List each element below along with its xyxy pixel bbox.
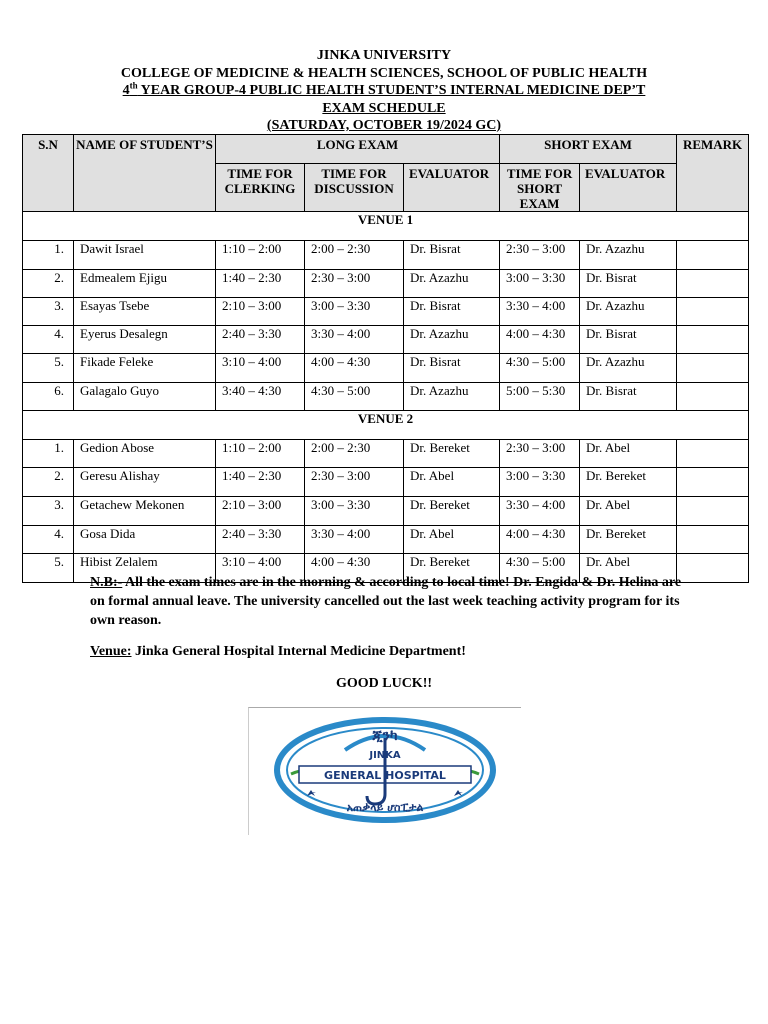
cell-clerking-time: 2:40 – 3:30 [216,526,305,554]
document-header [0,47,768,135]
cell-discussion-time: 3:00 – 3:30 [305,298,404,326]
cell-student-name: Edmealem Ejigu [74,270,216,298]
cell-sn: 1. [23,241,74,270]
cell-clerking-time: 1:40 – 2:30 [216,468,305,497]
cell-short-evaluator: Dr. Abel [580,554,677,583]
table-row [23,468,749,497]
cell-sn: 5. [23,554,74,583]
cell-remark [677,468,749,497]
cell-evaluator: Dr. Bisrat [404,241,500,270]
table-row [23,270,749,298]
cell-student-name: Esayas Tsebe [74,298,216,326]
cell-discussion-time: 2:30 – 3:00 [305,270,404,298]
table-row [23,383,749,411]
cell-evaluator: Dr. Bereket [404,440,500,468]
cell-short-evaluator: Dr. Azazhu [580,298,677,326]
cell-short-evaluator: Dr. Azazhu [580,354,677,383]
cell-student-name: Dawit Israel [74,241,216,270]
cell-student-name: Eyerus Desalegn [74,326,216,354]
cell-short-exam-time: 4:30 – 5:00 [500,354,580,383]
cell-short-exam-time: 3:00 – 3:30 [500,468,580,497]
schedule-date: (SATURDAY, OCTOBER 19/2024 GC) [266,118,502,133]
cell-evaluator: Dr. Bisrat [404,298,500,326]
cell-short-exam-time: 4:00 – 4:30 [500,326,580,354]
hospital-logo [248,707,521,835]
cell-short-exam-time: 2:30 – 3:00 [500,440,580,468]
cell-short-exam-time: 3:30 – 4:00 [500,298,580,326]
cell-remark [677,326,749,354]
cell-short-exam-time: 3:30 – 4:00 [500,497,580,526]
cell-clerking-time: 1:40 – 2:30 [216,270,305,298]
cell-remark [677,497,749,526]
good-luck-text: GOOD LUCK!! [335,676,433,691]
cell-remark [677,354,749,383]
cell-clerking-time: 3:10 – 4:00 [216,554,305,583]
table-row [23,497,749,526]
cell-clerking-time: 1:10 – 2:00 [216,241,305,270]
cell-discussion-time: 3:30 – 4:00 [305,326,404,354]
cell-discussion-time: 3:30 – 4:00 [305,526,404,554]
cell-remark [677,440,749,468]
cell-evaluator: Dr. Azazhu [404,383,500,411]
header-time-clerking: TIME FOR CLERKING [216,164,305,212]
cell-short-exam-time: 3:00 – 3:30 [500,270,580,298]
logo-band-text: GENERAL HOSPITAL [324,769,446,782]
cell-sn: 6. [23,383,74,411]
cell-student-name: Fikade Feleke [74,354,216,383]
cell-evaluator: Dr. Abel [404,468,500,497]
cell-remark [677,298,749,326]
cell-short-evaluator: Dr. Bereket [580,526,677,554]
cell-discussion-time: 4:00 – 4:30 [305,554,404,583]
nb-note [90,573,690,630]
cell-short-evaluator: Dr. Bisrat [580,270,677,298]
cell-discussion-time: 2:00 – 2:30 [305,440,404,468]
cell-short-exam-time: 4:00 – 4:30 [500,526,580,554]
venue-1-label: VENUE 1 [23,212,749,241]
cell-student-name: Galagalo Guyo [74,383,216,411]
cell-short-evaluator: Dr. Abel [580,497,677,526]
cell-clerking-time: 2:40 – 3:30 [216,326,305,354]
cell-student-name: Geresu Alishay [74,468,216,497]
year-suffix: th [129,80,138,91]
header-evaluator-long: EVALUATOR [404,164,500,212]
cell-sn: 2. [23,270,74,298]
cell-clerking-time: 2:10 – 3:00 [216,298,305,326]
logo-jinka-text: JINKA [369,750,401,761]
header-evaluator-short: EVALUATOR [580,164,677,212]
cell-student-name: Hibist Zelalem [74,554,216,583]
cell-student-name: Gosa Dida [74,526,216,554]
cell-sn: 5. [23,354,74,383]
cell-short-exam-time: 4:30 – 5:00 [500,554,580,583]
logo-amharic-top: ጂንካ [372,728,398,744]
cell-discussion-time: 2:00 – 2:30 [305,241,404,270]
cell-remark [677,526,749,554]
cell-evaluator: Dr. Bereket [404,554,500,583]
cell-remark [677,241,749,270]
header-time-short-exam: TIME FOR SHORT EXAM [500,164,580,212]
cell-student-name: Getachew Mekonen [74,497,216,526]
department-text: YEAR GROUP-4 PUBLIC HEALTH STUDENT’S INTERNAL MEDICINE DEP’T [137,83,646,98]
cell-discussion-time: 3:00 – 3:30 [305,497,404,526]
table-row [23,298,749,326]
table-row [23,326,749,354]
cell-evaluator: Dr. Bisrat [404,354,500,383]
table-row [23,354,749,383]
cell-discussion-time: 4:00 – 4:30 [305,354,404,383]
venue-note-text: Jinka General Hospital Internal Medicine Department! [131,644,466,659]
cell-short-evaluator: Dr. Bisrat [580,326,677,354]
header-long-exam: LONG EXAM [216,135,500,164]
table-row [23,241,749,270]
venue-note-label: Venue: [90,644,132,659]
cell-discussion-time: 2:30 – 3:00 [305,468,404,497]
cell-short-exam-time: 5:00 – 5:30 [500,383,580,411]
year-number: 4 [122,83,130,98]
venue-2-label: VENUE 2 [23,411,749,440]
cell-short-exam-time: 2:30 – 3:00 [500,241,580,270]
cell-short-evaluator: Dr. Bereket [580,468,677,497]
cell-discussion-time: 4:30 – 5:00 [305,383,404,411]
hospital-logo-graphic [249,708,521,835]
header-sn: S.N [23,135,74,212]
exam-schedule-table [22,134,749,583]
cell-sn: 2. [23,468,74,497]
cell-evaluator: Dr. Bereket [404,497,500,526]
cell-sn: 3. [23,497,74,526]
cell-clerking-time: 2:10 – 3:00 [216,497,305,526]
nb-label: N.B:- [90,575,123,590]
cell-clerking-time: 3:40 – 4:30 [216,383,305,411]
cell-evaluator: Dr. Abel [404,526,500,554]
cell-short-evaluator: Dr. Bisrat [580,383,677,411]
header-student-name: NAME OF STUDENT’S [74,135,216,212]
cell-clerking-time: 1:10 – 2:00 [216,440,305,468]
cell-sn: 4. [23,326,74,354]
schedule-title: EXAM SCHEDULE [322,100,446,116]
cell-sn: 4. [23,526,74,554]
cell-short-evaluator: Dr. Azazhu [580,241,677,270]
header-time-discussion: TIME FOR DISCUSSION [305,164,404,212]
logo-amharic-bottom: አጠቃላይ ሆስፒታል [346,801,424,814]
cell-student-name: Gedion Abose [74,440,216,468]
cell-clerking-time: 3:10 – 4:00 [216,354,305,383]
university-name: JINKA UNIVERSITY [316,48,452,63]
cell-remark [677,270,749,298]
cell-evaluator: Dr. Azazhu [404,270,500,298]
college-name: COLLEGE OF MEDICINE & HEALTH SCIENCES, SCHOOL OF PUBLIC HEALTH [120,65,648,81]
table-row [23,440,749,468]
venue-note [90,644,466,660]
cell-remark [677,383,749,411]
cell-sn: 1. [23,440,74,468]
table-row [23,526,749,554]
cell-short-evaluator: Dr. Abel [580,440,677,468]
header-short-exam: SHORT EXAM [500,135,677,164]
department-line [0,82,768,100]
nb-text: All the exam times are in the morning & according to local time! Dr. Engida & Dr. Helina are on formal annual leave. The university cancelled out the last week teaching activity program for its own reason. [90,575,682,628]
header-remark: REMARK [677,135,749,212]
cell-sn: 3. [23,298,74,326]
cell-evaluator: Dr. Azazhu [404,326,500,354]
